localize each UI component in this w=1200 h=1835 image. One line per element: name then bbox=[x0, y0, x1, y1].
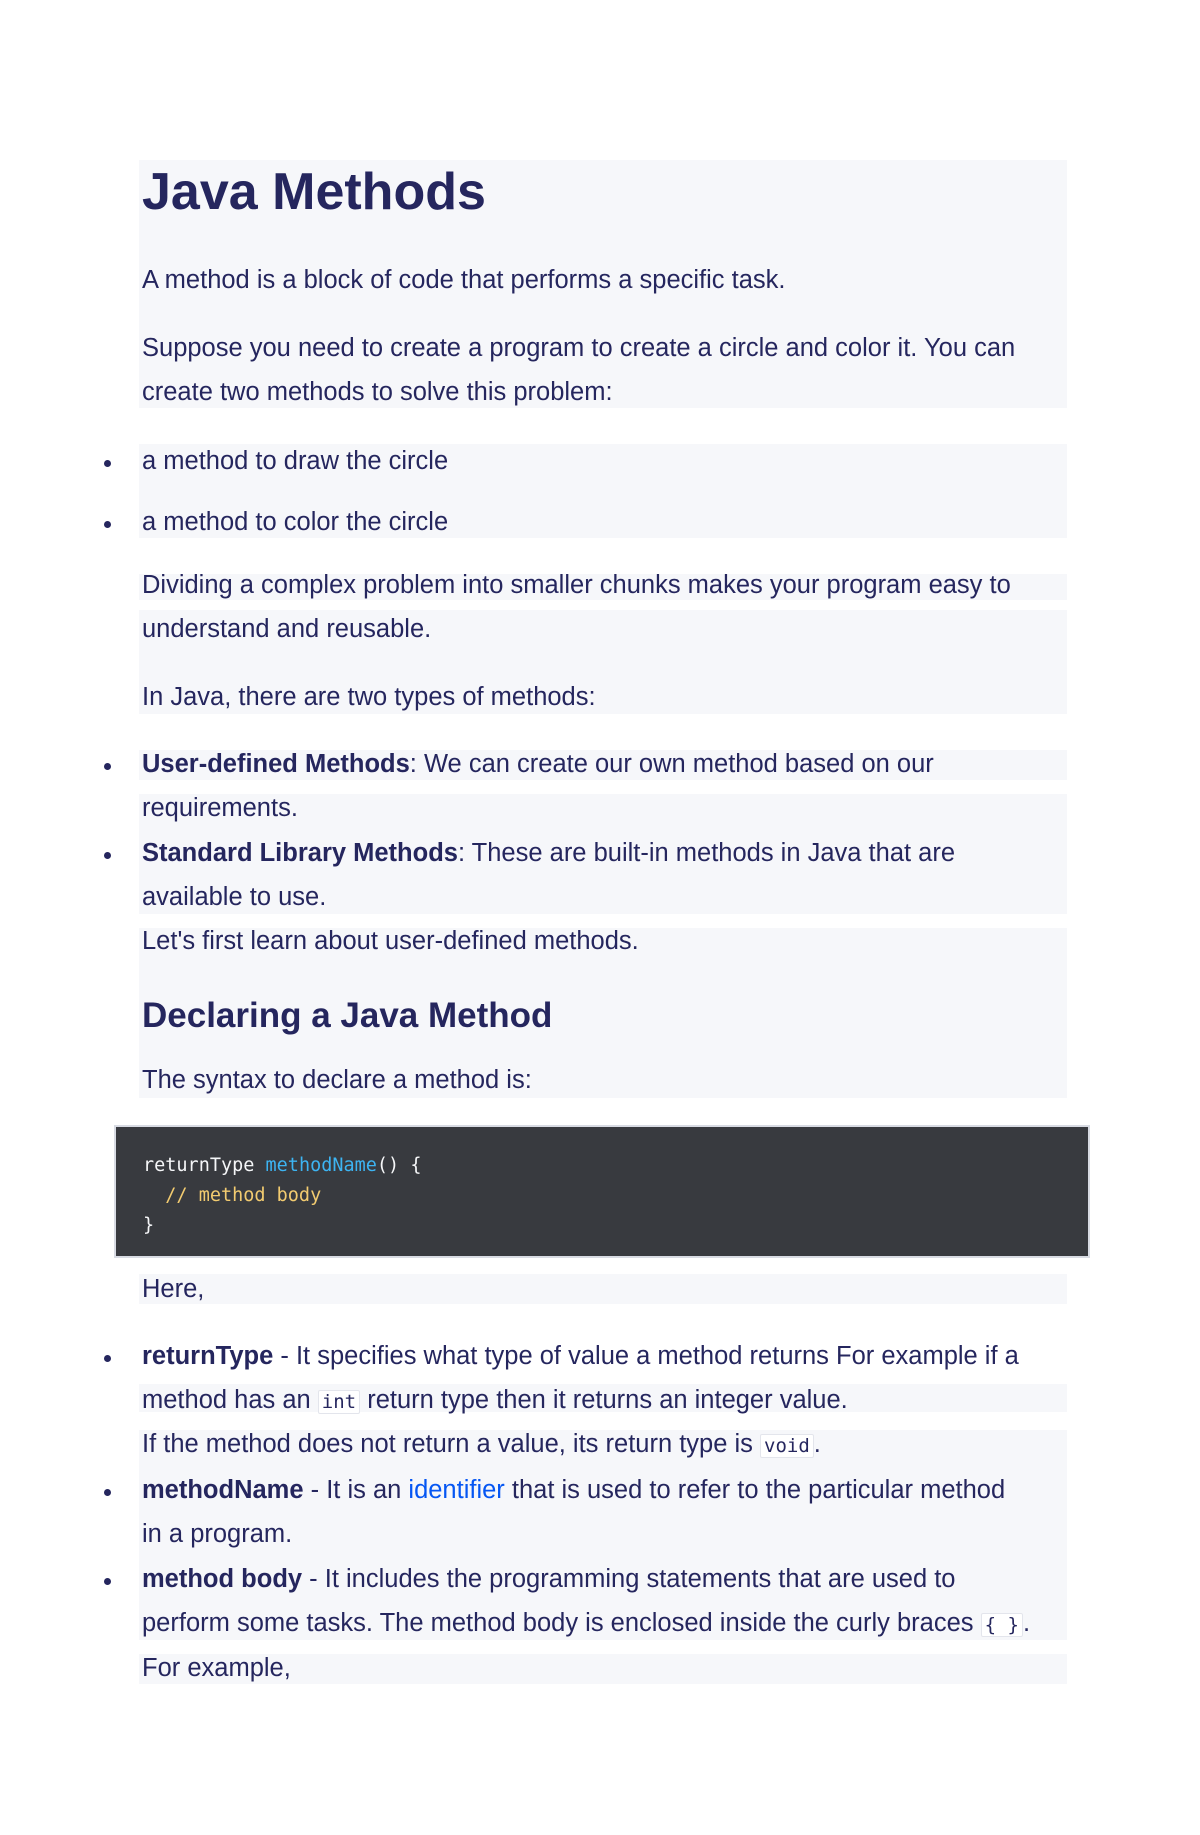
bullet-dot bbox=[104, 521, 111, 528]
bullet-dot bbox=[104, 460, 111, 467]
identifier-link[interactable]: identifier bbox=[408, 1476, 505, 1504]
inline-code-void: void bbox=[760, 1434, 814, 1458]
bullet-dot bbox=[104, 1355, 111, 1362]
intro-paragraph: A method is a block of code that performs a specific task. bbox=[142, 266, 786, 294]
section-heading: Declaring a Java Method bbox=[142, 996, 553, 1035]
explain-method-body-line-2 bbox=[142, 1607, 1030, 1641]
code-method-name: methodName bbox=[265, 1155, 377, 1176]
explain-desc: perform some tasks. The method body is enclosed inside the curly braces bbox=[142, 1609, 981, 1637]
suppose-paragraph-line-2: create two methods to solve this problem: bbox=[142, 378, 613, 406]
highlight-band bbox=[139, 1274, 1067, 1304]
code-block bbox=[114, 1125, 1090, 1258]
bullet-dot bbox=[104, 852, 111, 859]
explain-desc: return type then it returns an integer value. bbox=[360, 1386, 848, 1414]
type-item-standard-library bbox=[142, 837, 955, 869]
dividing-paragraph-line-2: understand and reusable. bbox=[142, 615, 432, 643]
inline-code-int: int bbox=[318, 1390, 360, 1414]
type-desc: : These are built-in methods in Java that are bbox=[457, 839, 956, 867]
type-item-continuation: requirements. bbox=[142, 794, 298, 822]
type-term: Standard Library Methods bbox=[142, 839, 458, 867]
types-intro: In Java, there are two types of methods: bbox=[142, 683, 596, 711]
type-item-user-defined bbox=[142, 748, 934, 780]
code-return-type: returnType bbox=[143, 1155, 266, 1176]
lets-learn-paragraph: Let's first learn about user-defined methods. bbox=[142, 927, 639, 955]
page-title: Java Methods bbox=[142, 163, 486, 221]
explain-method-name bbox=[142, 1474, 1005, 1506]
type-desc: : We can create our own method based on our bbox=[409, 750, 934, 778]
explain-term: method body bbox=[142, 1565, 303, 1593]
here-paragraph: Here, bbox=[142, 1275, 205, 1303]
type-item-continuation: available to use. bbox=[142, 883, 327, 911]
explain-return-type-line-2 bbox=[142, 1384, 848, 1418]
inline-code-braces: { } bbox=[981, 1613, 1023, 1637]
explain-desc: that is used to refer to the particular method bbox=[504, 1476, 1006, 1504]
suppose-paragraph-line-1: Suppose you need to create a program to create a circle and color it. You can bbox=[142, 334, 1016, 362]
dividing-paragraph-line-1: Dividing a complex problem into smaller chunks makes your program easy to bbox=[142, 571, 1011, 599]
explain-desc: - It specifies what type of value a method returns For example if a bbox=[273, 1342, 1019, 1370]
explain-desc: method has an bbox=[142, 1386, 318, 1414]
explain-desc: - It includes the programming statements that are used to bbox=[302, 1565, 956, 1593]
explain-method-name-line-2: in a program. bbox=[142, 1520, 293, 1548]
explain-return-type-line-3 bbox=[142, 1428, 821, 1462]
explain-term: returnType bbox=[142, 1342, 274, 1370]
bullet-dot bbox=[104, 1489, 111, 1496]
explain-return-type bbox=[142, 1340, 1019, 1372]
task-list-item: a method to color the circle bbox=[142, 508, 449, 536]
code-content bbox=[143, 1151, 421, 1241]
explain-desc: . bbox=[1022, 1609, 1031, 1637]
explain-method-body bbox=[142, 1563, 956, 1595]
explain-desc: If the method does not return a value, its return type is bbox=[142, 1430, 761, 1458]
syntax-intro: The syntax to declare a method is: bbox=[142, 1066, 532, 1094]
explain-term: methodName bbox=[142, 1476, 304, 1504]
code-comment: // method body bbox=[143, 1185, 322, 1206]
bullet-dot bbox=[104, 763, 111, 770]
explain-desc: - It is an bbox=[303, 1476, 409, 1504]
explain-desc: . bbox=[813, 1430, 821, 1458]
code-open: () { bbox=[376, 1155, 422, 1176]
code-close: } bbox=[143, 1215, 155, 1236]
bullet-dot bbox=[104, 1578, 111, 1585]
type-term: User-defined Methods bbox=[142, 750, 410, 778]
for-example-paragraph: For example, bbox=[142, 1654, 291, 1682]
task-list-item: a method to draw the circle bbox=[142, 447, 449, 475]
